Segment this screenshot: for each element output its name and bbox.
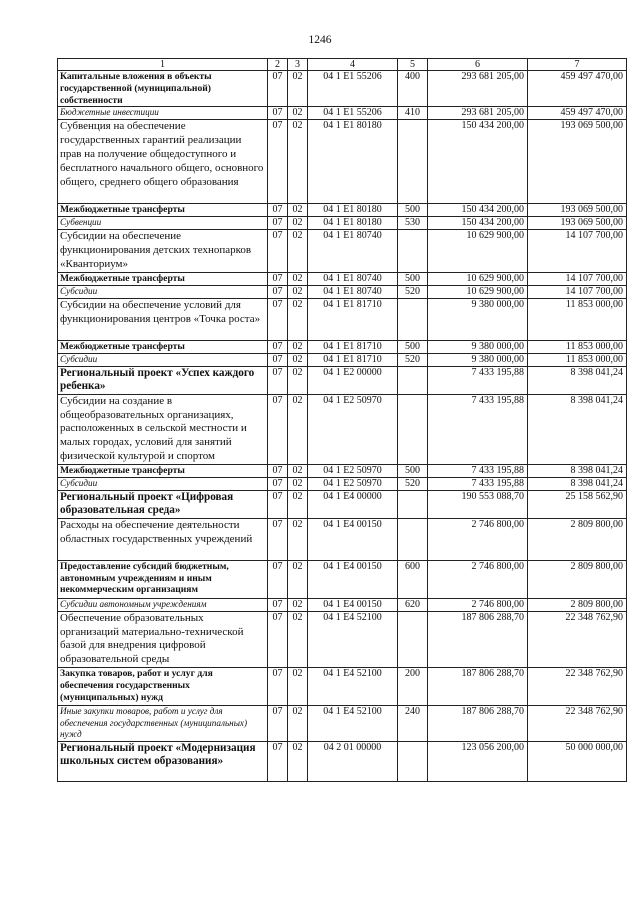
target-article-code: 04 1 E1 80740 [308,285,398,298]
section-code: 07 [268,366,288,394]
amount-year-2: 193 069 500,00 [528,204,627,217]
table-row [58,298,627,340]
subsection-code: 02 [288,611,308,667]
expense-name: Расходы на обеспечение деятельности областных государственных учреждений [58,518,268,560]
column-header: 6 [428,59,528,71]
amount-year-2: 459 497 470,00 [528,71,627,107]
expense-name: Региональный проект «Цифровая образовательная среда» [58,490,268,518]
expense-type-code: 600 [398,560,428,598]
column-header: 1 [58,59,268,71]
expense-name: Субсидии автономным учреждениям [58,598,268,611]
amount-year-2: 8 398 041,24 [528,366,627,394]
subsection-code: 02 [288,107,308,120]
section-code: 07 [268,394,288,464]
section-code: 07 [268,611,288,667]
expense-name: Межбюджетные трансферты [58,272,268,285]
subsection-code: 02 [288,560,308,598]
amount-year-1: 9 380 000,00 [428,340,528,353]
section-code: 07 [268,71,288,107]
section-code: 07 [268,298,288,340]
target-article-code: 04 1 E2 50970 [308,477,398,490]
table-row [58,611,627,667]
expense-type-code: 200 [398,667,428,705]
amount-year-2: 11 853 000,00 [528,298,627,340]
subsection-code: 02 [288,477,308,490]
table-row [58,272,627,285]
section-code: 07 [268,560,288,598]
amount-year-2: 2 809 800,00 [528,598,627,611]
expense-type-code [398,490,428,518]
table-row [58,107,627,120]
expense-name: Межбюджетные трансферты [58,340,268,353]
amount-year-2: 14 107 700,00 [528,285,627,298]
target-article-code: 04 1 E1 80740 [308,272,398,285]
expense-name: Субсидии на обеспечение функционирования детских технопарков «Кванториум» [58,230,268,272]
expense-name: Субсидии [58,353,268,366]
amount-year-1: 9 380 000,00 [428,353,528,366]
amount-year-1: 150 434 200,00 [428,120,528,204]
section-code: 07 [268,741,288,781]
amount-year-2: 459 497 470,00 [528,107,627,120]
expense-type-code [398,518,428,560]
expense-type-code [398,230,428,272]
expense-type-code: 410 [398,107,428,120]
amount-year-1: 7 433 195,88 [428,394,528,464]
section-code: 07 [268,230,288,272]
target-article-code: 04 1 E2 50970 [308,464,398,477]
section-code: 07 [268,217,288,230]
amount-year-2: 25 158 562,90 [528,490,627,518]
amount-year-1: 293 681 205,00 [428,107,528,120]
target-article-code: 04 1 E1 80180 [308,120,398,204]
expense-name: Обеспечение образовательных организаций материально-технической базой для внедрения цифровой образовательной среды [58,611,268,667]
expense-type-code: 520 [398,285,428,298]
budget-table [57,58,627,782]
amount-year-2: 22 348 762,90 [528,611,627,667]
table-row [58,366,627,394]
expense-type-code [398,394,428,464]
table-row [58,217,627,230]
expense-type-code: 400 [398,71,428,107]
target-article-code: 04 1 E1 81710 [308,340,398,353]
expense-type-code: 240 [398,705,428,741]
expense-type-code: 500 [398,272,428,285]
table-row [58,394,627,464]
section-code: 07 [268,204,288,217]
column-header: 7 [528,59,627,71]
expense-type-code [398,298,428,340]
target-article-code: 04 1 E4 52100 [308,611,398,667]
amount-year-1: 123 056 200,00 [428,741,528,781]
column-header: 4 [308,59,398,71]
amount-year-2: 2 809 800,00 [528,518,627,560]
amount-year-1: 293 681 205,00 [428,71,528,107]
table-row [58,340,627,353]
table-row [58,490,627,518]
subsection-code: 02 [288,394,308,464]
expense-type-code: 620 [398,598,428,611]
expense-type-code [398,611,428,667]
target-article-code: 04 1 E1 80740 [308,230,398,272]
section-code: 07 [268,477,288,490]
table-row [58,705,627,741]
amount-year-2: 11 853 000,00 [528,340,627,353]
table-row [58,204,627,217]
amount-year-1: 7 433 195,88 [428,477,528,490]
amount-year-1: 7 433 195,88 [428,464,528,477]
expense-type-code: 500 [398,464,428,477]
target-article-code: 04 1 E1 81710 [308,353,398,366]
table-body [58,71,627,782]
subsection-code: 02 [288,272,308,285]
amount-year-1: 10 629 900,00 [428,230,528,272]
expense-type-code [398,366,428,394]
expense-name: Закупка товаров, работ и услуг для обеспечения государственных (муниципальных) нужд [58,667,268,705]
expense-type-code [398,741,428,781]
expense-name: Региональный проект «Модернизация школьных систем образования» [58,741,268,781]
target-article-code: 04 1 E1 55206 [308,71,398,107]
expense-name: Межбюджетные трансферты [58,204,268,217]
table-row [58,667,627,705]
amount-year-2: 8 398 041,24 [528,464,627,477]
page-number: 1246 [308,34,332,46]
section-code: 07 [268,464,288,477]
expense-name: Бюджетные инвестиции [58,107,268,120]
subsection-code: 02 [288,217,308,230]
table-row [58,518,627,560]
table-row [58,71,627,107]
section-code: 07 [268,490,288,518]
expense-name: Субсидии [58,285,268,298]
subsection-code: 02 [288,285,308,298]
amount-year-1: 10 629 900,00 [428,272,528,285]
amount-year-1: 187 806 288,70 [428,611,528,667]
amount-year-2: 193 069 500,00 [528,120,627,204]
target-article-code: 04 1 E2 00000 [308,366,398,394]
target-article-code: 04 1 E4 00150 [308,560,398,598]
expense-name: Субвенции [58,217,268,230]
amount-year-2: 11 853 000,00 [528,353,627,366]
table-row [58,230,627,272]
section-code: 07 [268,667,288,705]
subsection-code: 02 [288,366,308,394]
target-article-code: 04 2 01 00000 [308,741,398,781]
amount-year-2: 14 107 700,00 [528,272,627,285]
section-code: 07 [268,120,288,204]
section-code: 07 [268,518,288,560]
target-article-code: 04 1 E1 55206 [308,107,398,120]
amount-year-1: 10 629 900,00 [428,285,528,298]
amount-year-1: 150 434 200,00 [428,204,528,217]
subsection-code: 02 [288,298,308,340]
amount-year-2: 8 398 041,24 [528,477,627,490]
table-row [58,120,627,204]
target-article-code: 04 1 E4 00150 [308,598,398,611]
column-header: 3 [288,59,308,71]
section-code: 07 [268,353,288,366]
column-header: 5 [398,59,428,71]
target-article-code: 04 1 E4 52100 [308,705,398,741]
table-row [58,353,627,366]
amount-year-1: 150 434 200,00 [428,217,528,230]
table-row [58,598,627,611]
expense-type-code: 520 [398,477,428,490]
table-row [58,741,627,781]
target-article-code: 04 1 E4 00150 [308,518,398,560]
target-article-code: 04 1 E4 52100 [308,667,398,705]
expense-name: Межбюджетные трансферты [58,464,268,477]
subsection-code: 02 [288,518,308,560]
section-code: 07 [268,272,288,285]
amount-year-2: 193 069 500,00 [528,217,627,230]
amount-year-1: 2 746 800,00 [428,518,528,560]
table-row [58,477,627,490]
subsection-code: 02 [288,204,308,217]
amount-year-1: 2 746 800,00 [428,598,528,611]
expense-type-code: 500 [398,204,428,217]
section-code: 07 [268,107,288,120]
amount-year-1: 7 433 195,88 [428,366,528,394]
expense-name: Субвенция на обеспечение государственных гарантий реализации прав на получение общедоступного и бесплатного начального общего, основного общего, среднего общего образования [58,120,268,204]
amount-year-1: 190 553 088,70 [428,490,528,518]
subsection-code: 02 [288,464,308,477]
table-row [58,560,627,598]
header-row [58,59,627,71]
subsection-code: 02 [288,741,308,781]
amount-year-2: 8 398 041,24 [528,394,627,464]
expense-name: Субсидии на обеспечение условий для функционирования центров «Точка роста» [58,298,268,340]
section-code: 07 [268,598,288,611]
column-header: 2 [268,59,288,71]
subsection-code: 02 [288,120,308,204]
expense-name: Региональный проект «Успех каждого ребенка» [58,366,268,394]
target-article-code: 04 1 E1 80180 [308,217,398,230]
amount-year-2: 22 348 762,90 [528,705,627,741]
target-article-code: 04 1 E1 80180 [308,204,398,217]
subsection-code: 02 [288,598,308,611]
subsection-code: 02 [288,667,308,705]
table-row [58,285,627,298]
subsection-code: 02 [288,705,308,741]
amount-year-1: 187 806 288,70 [428,705,528,741]
expense-type-code: 520 [398,353,428,366]
subsection-code: 02 [288,340,308,353]
amount-year-1: 2 746 800,00 [428,560,528,598]
amount-year-2: 50 000 000,00 [528,741,627,781]
expense-name: Субсидии [58,477,268,490]
amount-year-1: 187 806 288,70 [428,667,528,705]
expense-type-code: 530 [398,217,428,230]
expense-type-code: 500 [398,340,428,353]
expense-name: Предоставление субсидий бюджетным, автономным учреждениям и иным некоммерческим организациям [58,560,268,598]
subsection-code: 02 [288,230,308,272]
target-article-code: 04 1 E2 50970 [308,394,398,464]
expense-name: Субсидии на создание в общеобразовательных организациях, расположенных в сельской местности и малых городах, условий для занятий физической культурой и спортом [58,394,268,464]
expense-type-code [398,120,428,204]
target-article-code: 04 1 E1 81710 [308,298,398,340]
subsection-code: 02 [288,353,308,366]
amount-year-2: 2 809 800,00 [528,560,627,598]
target-article-code: 04 1 E4 00000 [308,490,398,518]
section-code: 07 [268,285,288,298]
subsection-code: 02 [288,71,308,107]
expense-name: Капитальные вложения в объекты государственной (муниципальной) собственности [58,71,268,107]
section-code: 07 [268,340,288,353]
amount-year-2: 14 107 700,00 [528,230,627,272]
table-row [58,464,627,477]
section-code: 07 [268,705,288,741]
expense-name: Иные закупки товаров, работ и услуг для обеспечения государственных (муниципальных) нужд [58,705,268,741]
amount-year-2: 22 348 762,90 [528,667,627,705]
subsection-code: 02 [288,490,308,518]
amount-year-1: 9 380 000,00 [428,298,528,340]
